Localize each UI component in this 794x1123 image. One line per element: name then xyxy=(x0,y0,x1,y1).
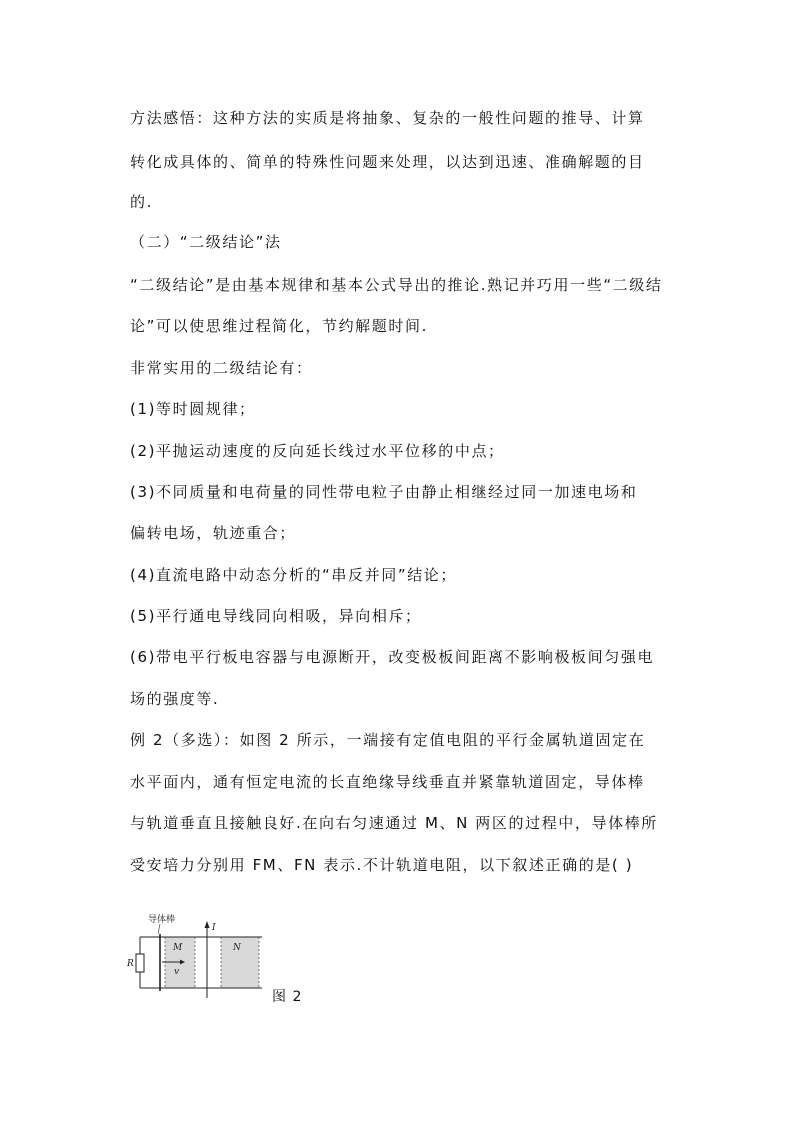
current-label: I xyxy=(212,923,216,933)
list-item-continuation: 偏转电场，轨迹重合； xyxy=(130,524,297,542)
region-n-label: N xyxy=(233,943,241,953)
text-line: 论”可以使思维过程简化，节约解题时间. xyxy=(130,317,428,335)
figure-caption: 图 2 xyxy=(272,989,303,1005)
list-item: (2)平抛运动速度的反向延长线过水平位移的中点； xyxy=(130,442,505,460)
resistor-icon xyxy=(136,954,144,972)
resistor-label: R xyxy=(127,959,134,969)
text-line: 方法感悟：这种方法的实质是将抽象、复杂的一般性问题的推导、计算 xyxy=(130,109,645,127)
text-line: 与轨道垂直且接触良好.在向右匀速通过 M、N 两区的过程中，导体棒所 xyxy=(130,814,658,832)
list-item: (6)带电平行板电容器与电源断开，改变极板间距离不影响极板间匀强电 xyxy=(130,648,655,666)
text-line: 转化成具体的、简单的特殊性问题来处理，以达到迅速、准确解题的目 xyxy=(130,153,645,171)
text-line: 受安培力分别用 FM、FN 表示.不计轨道电阻，以下叙述正确的是( ) xyxy=(130,856,634,874)
section-heading: （二）“二级结论”法 xyxy=(130,233,282,251)
velocity-label: v xyxy=(174,967,180,977)
list-item: (5)平行通电导线同向相吸，异向相斥； xyxy=(130,607,422,625)
text-line: 的. xyxy=(130,193,153,211)
text-line: “二级结论”是由基本规律和基本公式导出的推论.熟记并巧用一些“二级结 xyxy=(130,276,663,294)
circuit-figure xyxy=(120,910,280,1005)
rod-label: 导体棒 xyxy=(148,915,176,925)
list-item: (4)直流电路中动态分析的“串反并同”结论； xyxy=(130,566,457,584)
current-arrow-icon xyxy=(205,921,210,928)
list-item: (3)不同质量和电荷量的同性带电粒子由静止相继经过同一加速电场和 xyxy=(130,483,638,501)
text-line: 水平面内，通有恒定电流的长直绝缘导线垂直并紧靠轨道固定，导体棒 xyxy=(130,773,645,791)
example-question: 例 2（多选）：如图 2 所示，一端接有定值电阻的平行金属轨道固定在 xyxy=(130,731,646,749)
text-line: 非常实用的二级结论有： xyxy=(130,359,313,377)
list-item: (1)等时圆规律； xyxy=(130,400,256,418)
region-m-label: M xyxy=(173,943,183,953)
list-item-continuation: 场的强度等. xyxy=(130,690,220,708)
